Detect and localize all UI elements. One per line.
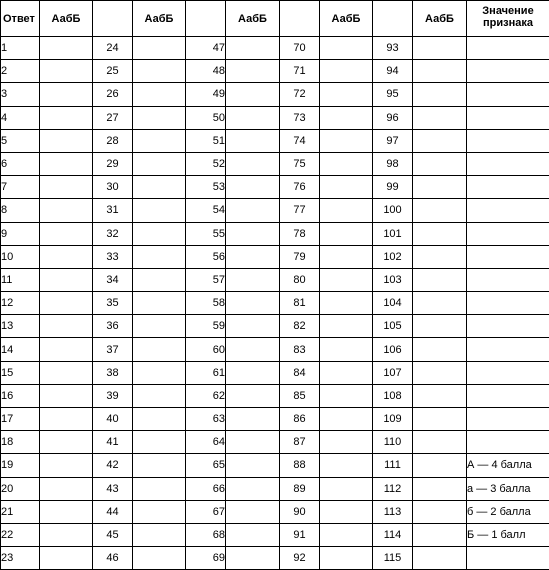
answer-input-cell[interactable] xyxy=(413,176,467,199)
answer-input-cell[interactable] xyxy=(40,292,93,315)
sign-value-cell xyxy=(467,176,549,199)
question-number-cell: 104 xyxy=(373,292,413,315)
aabb-column-header: АабБ xyxy=(413,1,467,37)
answer-input-cell[interactable] xyxy=(320,245,373,268)
answer-input-cell[interactable] xyxy=(133,338,186,361)
question-number-cell: 14 xyxy=(1,338,40,361)
answer-input-cell[interactable] xyxy=(133,106,186,129)
table-row xyxy=(1,222,549,245)
answer-input-cell[interactable] xyxy=(320,176,373,199)
answer-input-cell[interactable] xyxy=(133,315,186,338)
question-number-cell: 15 xyxy=(1,361,40,384)
answer-input-cell[interactable] xyxy=(226,361,280,384)
answer-input-cell[interactable] xyxy=(413,500,467,523)
answer-input-cell[interactable] xyxy=(226,176,280,199)
answer-input-cell[interactable] xyxy=(133,431,186,454)
sign-value-cell xyxy=(467,361,549,384)
question-number-cell: 100 xyxy=(373,199,413,222)
table-row xyxy=(1,245,549,268)
answer-input-cell[interactable] xyxy=(413,222,467,245)
number-column-header xyxy=(280,1,320,37)
table-row xyxy=(1,129,549,152)
question-number-cell: 95 xyxy=(373,83,413,106)
answer-input-cell[interactable] xyxy=(226,384,280,407)
number-column-header xyxy=(186,1,226,37)
answer-input-cell[interactable] xyxy=(413,338,467,361)
answer-input-cell[interactable] xyxy=(133,454,186,477)
answer-input-cell[interactable] xyxy=(320,361,373,384)
sign-value-cell: Б — 1 балл xyxy=(467,523,549,546)
question-number-cell: 57 xyxy=(186,268,226,291)
answer-input-cell[interactable] xyxy=(413,523,467,546)
sign-value-cell xyxy=(467,37,549,60)
question-number-cell: 107 xyxy=(373,361,413,384)
table-row xyxy=(1,547,549,570)
answer-input-cell[interactable] xyxy=(40,315,93,338)
question-number-cell: 61 xyxy=(186,361,226,384)
question-number-cell: 28 xyxy=(93,129,133,152)
answer-input-cell[interactable] xyxy=(413,361,467,384)
sign-value-cell xyxy=(467,384,549,407)
answer-input-cell[interactable] xyxy=(133,408,186,431)
question-number-cell: 103 xyxy=(373,268,413,291)
answer-input-cell[interactable] xyxy=(320,315,373,338)
answer-input-cell[interactable] xyxy=(226,408,280,431)
answer-input-cell[interactable] xyxy=(40,83,93,106)
answer-input-cell[interactable] xyxy=(320,431,373,454)
sign-value-cell xyxy=(467,245,549,268)
sign-value-cell xyxy=(467,199,549,222)
table-row xyxy=(1,408,549,431)
question-number-cell: 24 xyxy=(93,37,133,60)
table-row xyxy=(1,60,549,83)
question-number-cell: 89 xyxy=(280,477,320,500)
question-number-cell: 22 xyxy=(1,523,40,546)
question-number-cell: 58 xyxy=(186,292,226,315)
answer-input-cell[interactable] xyxy=(40,338,93,361)
question-number-cell: 108 xyxy=(373,384,413,407)
question-number-cell: 101 xyxy=(373,222,413,245)
question-number-cell: 18 xyxy=(1,431,40,454)
answer-input-cell[interactable] xyxy=(320,222,373,245)
answer-input-cell[interactable] xyxy=(133,523,186,546)
question-number-cell: 81 xyxy=(280,292,320,315)
table-row xyxy=(1,315,549,338)
question-number-cell: 33 xyxy=(93,245,133,268)
answer-input-cell[interactable] xyxy=(413,245,467,268)
question-number-cell: 83 xyxy=(280,338,320,361)
sign-value-header-line2: признака xyxy=(483,17,533,29)
sign-value-cell xyxy=(467,268,549,291)
question-number-cell: 79 xyxy=(280,245,320,268)
question-number-cell: 5 xyxy=(1,129,40,152)
question-number-cell: 98 xyxy=(373,152,413,175)
answer-input-cell[interactable] xyxy=(40,176,93,199)
number-column-header xyxy=(93,1,133,37)
question-number-cell: 96 xyxy=(373,106,413,129)
question-number-cell: 13 xyxy=(1,315,40,338)
question-number-cell: 72 xyxy=(280,83,320,106)
answer-input-cell[interactable] xyxy=(413,199,467,222)
answer-input-cell[interactable] xyxy=(320,292,373,315)
sign-value-cell xyxy=(467,83,549,106)
sign-value-cell xyxy=(467,292,549,315)
answer-input-cell[interactable] xyxy=(226,338,280,361)
answer-input-cell[interactable] xyxy=(133,268,186,291)
answer-input-cell[interactable] xyxy=(413,315,467,338)
question-number-cell: 47 xyxy=(186,37,226,60)
answer-input-cell[interactable] xyxy=(226,199,280,222)
question-number-cell: 78 xyxy=(280,222,320,245)
question-number-cell: 45 xyxy=(93,523,133,546)
answer-input-cell[interactable] xyxy=(413,106,467,129)
answer-input-cell[interactable] xyxy=(226,268,280,291)
answer-input-cell[interactable] xyxy=(226,500,280,523)
question-number-cell: 85 xyxy=(280,384,320,407)
answer-input-cell[interactable] xyxy=(40,408,93,431)
answer-input-cell[interactable] xyxy=(226,37,280,60)
sign-value-cell xyxy=(467,408,549,431)
question-number-cell: 41 xyxy=(93,431,133,454)
question-number-cell: 70 xyxy=(280,37,320,60)
question-number-cell: 19 xyxy=(1,454,40,477)
answer-input-cell[interactable] xyxy=(133,83,186,106)
question-number-cell: 42 xyxy=(93,454,133,477)
question-number-cell: 87 xyxy=(280,431,320,454)
table-row xyxy=(1,523,549,546)
answer-input-cell[interactable] xyxy=(413,292,467,315)
sign-value-cell: б — 2 балла xyxy=(467,500,549,523)
answer-input-cell[interactable] xyxy=(320,106,373,129)
answer-input-cell[interactable] xyxy=(320,338,373,361)
question-number-cell: 51 xyxy=(186,129,226,152)
answer-input-cell[interactable] xyxy=(413,454,467,477)
answer-input-cell[interactable] xyxy=(320,454,373,477)
question-number-cell: 114 xyxy=(373,523,413,546)
question-number-cell: 43 xyxy=(93,477,133,500)
question-number-cell: 46 xyxy=(93,547,133,570)
question-number-cell: 90 xyxy=(280,500,320,523)
answer-input-cell[interactable] xyxy=(226,477,280,500)
aabb-column-header: АабБ xyxy=(40,1,93,37)
table-row xyxy=(1,477,549,500)
answer-input-cell[interactable] xyxy=(133,199,186,222)
question-number-cell: 68 xyxy=(186,523,226,546)
sign-value-cell xyxy=(467,60,549,83)
table-row xyxy=(1,384,549,407)
answer-input-cell[interactable] xyxy=(40,199,93,222)
question-number-cell: 16 xyxy=(1,384,40,407)
answer-input-cell[interactable] xyxy=(133,176,186,199)
answer-input-cell[interactable] xyxy=(320,547,373,570)
answer-input-cell[interactable] xyxy=(320,83,373,106)
aabb-column-header: АабБ xyxy=(320,1,373,37)
answer-input-cell[interactable] xyxy=(40,152,93,175)
answer-input-cell[interactable] xyxy=(226,454,280,477)
answer-input-cell[interactable] xyxy=(226,152,280,175)
aabb-column-header: АабБ xyxy=(226,1,280,37)
answer-input-cell[interactable] xyxy=(226,245,280,268)
question-number-cell: 23 xyxy=(1,547,40,570)
answer-input-cell[interactable] xyxy=(40,454,93,477)
answer-input-cell[interactable] xyxy=(40,222,93,245)
question-number-cell: 27 xyxy=(93,106,133,129)
question-number-cell: 73 xyxy=(280,106,320,129)
table-row xyxy=(1,431,549,454)
answer-input-cell[interactable] xyxy=(226,60,280,83)
question-number-cell: 8 xyxy=(1,199,40,222)
sign-value-cell xyxy=(467,222,549,245)
question-number-cell: 39 xyxy=(93,384,133,407)
answer-input-cell[interactable] xyxy=(320,408,373,431)
question-number-cell: 31 xyxy=(93,199,133,222)
question-number-cell: 50 xyxy=(186,106,226,129)
answer-input-cell[interactable] xyxy=(133,245,186,268)
answer-column-header: Ответ xyxy=(1,1,40,37)
answer-input-cell[interactable] xyxy=(413,268,467,291)
answer-input-cell[interactable] xyxy=(133,129,186,152)
question-number-cell: 105 xyxy=(373,315,413,338)
answer-input-cell[interactable] xyxy=(226,523,280,546)
answer-input-cell[interactable] xyxy=(413,547,467,570)
answer-input-cell[interactable] xyxy=(40,106,93,129)
number-column-header xyxy=(373,1,413,37)
answer-input-cell[interactable] xyxy=(133,37,186,60)
question-number-cell: 30 xyxy=(93,176,133,199)
answer-input-cell[interactable] xyxy=(40,361,93,384)
answer-input-cell[interactable] xyxy=(133,292,186,315)
question-number-cell: 74 xyxy=(280,129,320,152)
question-number-cell: 17 xyxy=(1,408,40,431)
question-number-cell: 20 xyxy=(1,477,40,500)
question-number-cell: 9 xyxy=(1,222,40,245)
sign-value-cell: а — 3 балла xyxy=(467,477,549,500)
answer-input-cell[interactable] xyxy=(133,361,186,384)
question-number-cell: 66 xyxy=(186,477,226,500)
question-number-cell: 52 xyxy=(186,152,226,175)
sign-value-cell xyxy=(467,315,549,338)
question-number-cell: 75 xyxy=(280,152,320,175)
sign-value-column-header xyxy=(467,1,549,37)
answer-input-cell[interactable] xyxy=(413,384,467,407)
answer-input-cell[interactable] xyxy=(320,500,373,523)
answer-input-cell[interactable] xyxy=(133,500,186,523)
question-number-cell: 88 xyxy=(280,454,320,477)
question-number-cell: 37 xyxy=(93,338,133,361)
answer-input-cell[interactable] xyxy=(320,384,373,407)
table-row xyxy=(1,106,549,129)
sign-value-cell xyxy=(467,129,549,152)
answer-input-cell[interactable] xyxy=(413,129,467,152)
question-number-cell: 112 xyxy=(373,477,413,500)
table-row xyxy=(1,199,549,222)
question-number-cell: 62 xyxy=(186,384,226,407)
question-number-cell: 49 xyxy=(186,83,226,106)
answer-input-cell[interactable] xyxy=(40,245,93,268)
aabb-column-header: АабБ xyxy=(133,1,186,37)
question-number-cell: 44 xyxy=(93,500,133,523)
question-number-cell: 84 xyxy=(280,361,320,384)
answer-input-cell[interactable] xyxy=(320,152,373,175)
question-number-cell: 55 xyxy=(186,222,226,245)
question-number-cell: 34 xyxy=(93,268,133,291)
table-row xyxy=(1,500,549,523)
question-number-cell: 11 xyxy=(1,268,40,291)
question-number-cell: 82 xyxy=(280,315,320,338)
answer-input-cell[interactable] xyxy=(40,523,93,546)
answer-input-cell[interactable] xyxy=(226,106,280,129)
answer-input-cell[interactable] xyxy=(413,152,467,175)
answer-input-cell[interactable] xyxy=(40,60,93,83)
answer-input-cell[interactable] xyxy=(413,60,467,83)
question-number-cell: 102 xyxy=(373,245,413,268)
sign-value-header-line1: Значение xyxy=(482,5,533,17)
question-number-cell: 94 xyxy=(373,60,413,83)
sign-value-cell xyxy=(467,152,549,175)
question-number-cell: 21 xyxy=(1,500,40,523)
question-number-cell: 92 xyxy=(280,547,320,570)
answer-input-cell[interactable] xyxy=(320,37,373,60)
answer-input-cell[interactable] xyxy=(133,222,186,245)
question-number-cell: 111 xyxy=(373,454,413,477)
answer-input-cell[interactable] xyxy=(40,500,93,523)
answer-input-cell[interactable] xyxy=(40,477,93,500)
answer-input-cell[interactable] xyxy=(133,384,186,407)
answer-input-cell[interactable] xyxy=(226,83,280,106)
answer-input-cell[interactable] xyxy=(320,268,373,291)
question-number-cell: 69 xyxy=(186,547,226,570)
question-number-cell: 10 xyxy=(1,245,40,268)
question-number-cell: 56 xyxy=(186,245,226,268)
table-row xyxy=(1,292,549,315)
answer-input-cell[interactable] xyxy=(226,292,280,315)
question-number-cell: 97 xyxy=(373,129,413,152)
question-number-cell: 109 xyxy=(373,408,413,431)
answer-input-cell[interactable] xyxy=(226,129,280,152)
question-number-cell: 2 xyxy=(1,60,40,83)
question-number-cell: 36 xyxy=(93,315,133,338)
question-number-cell: 1 xyxy=(1,37,40,60)
answer-input-cell[interactable] xyxy=(40,129,93,152)
question-number-cell: 40 xyxy=(93,408,133,431)
sign-value-cell: А — 4 балла xyxy=(467,454,549,477)
answer-input-cell[interactable] xyxy=(320,477,373,500)
answer-input-cell[interactable] xyxy=(413,83,467,106)
question-number-cell: 38 xyxy=(93,361,133,384)
question-number-cell: 48 xyxy=(186,60,226,83)
question-number-cell: 59 xyxy=(186,315,226,338)
question-number-cell: 80 xyxy=(280,268,320,291)
question-number-cell: 29 xyxy=(93,152,133,175)
sign-value-cell xyxy=(467,431,549,454)
answer-input-cell[interactable] xyxy=(133,152,186,175)
table-row xyxy=(1,268,549,291)
answer-input-cell[interactable] xyxy=(413,37,467,60)
question-number-cell: 35 xyxy=(93,292,133,315)
question-number-cell: 64 xyxy=(186,431,226,454)
answer-input-cell[interactable] xyxy=(226,222,280,245)
question-number-cell: 4 xyxy=(1,106,40,129)
question-number-cell: 67 xyxy=(186,500,226,523)
question-number-cell: 76 xyxy=(280,176,320,199)
question-number-cell: 106 xyxy=(373,338,413,361)
answer-input-cell[interactable] xyxy=(133,60,186,83)
answer-input-cell[interactable] xyxy=(226,431,280,454)
question-number-cell: 6 xyxy=(1,152,40,175)
answer-input-cell[interactable] xyxy=(40,384,93,407)
sign-value-cell xyxy=(467,547,549,570)
sign-value-cell xyxy=(467,106,549,129)
question-number-cell: 53 xyxy=(186,176,226,199)
answer-input-cell[interactable] xyxy=(320,199,373,222)
table-row xyxy=(1,454,549,477)
table-row xyxy=(1,37,549,60)
answer-input-cell[interactable] xyxy=(413,431,467,454)
question-number-cell: 110 xyxy=(373,431,413,454)
question-number-cell: 99 xyxy=(373,176,413,199)
question-number-cell: 63 xyxy=(186,408,226,431)
answer-input-cell[interactable] xyxy=(320,523,373,546)
question-number-cell: 3 xyxy=(1,83,40,106)
answer-input-cell[interactable] xyxy=(226,547,280,570)
question-number-cell: 93 xyxy=(373,37,413,60)
table-row xyxy=(1,83,549,106)
answer-input-cell[interactable] xyxy=(413,408,467,431)
answer-input-cell[interactable] xyxy=(133,477,186,500)
question-number-cell: 54 xyxy=(186,199,226,222)
table-row xyxy=(1,176,549,199)
sign-value-cell xyxy=(467,338,549,361)
question-number-cell: 25 xyxy=(93,60,133,83)
answer-input-cell[interactable] xyxy=(413,477,467,500)
answer-input-cell[interactable] xyxy=(40,37,93,60)
question-number-cell: 115 xyxy=(373,547,413,570)
question-number-cell: 60 xyxy=(186,338,226,361)
question-number-cell: 86 xyxy=(280,408,320,431)
answer-input-cell[interactable] xyxy=(320,129,373,152)
header-row xyxy=(1,1,549,37)
table-row xyxy=(1,152,549,175)
question-number-cell: 12 xyxy=(1,292,40,315)
answer-input-cell[interactable] xyxy=(226,315,280,338)
question-number-cell: 7 xyxy=(1,176,40,199)
question-number-cell: 32 xyxy=(93,222,133,245)
answer-input-cell[interactable] xyxy=(40,547,93,570)
table-row xyxy=(1,338,549,361)
question-number-cell: 91 xyxy=(280,523,320,546)
question-number-cell: 77 xyxy=(280,199,320,222)
question-number-cell: 113 xyxy=(373,500,413,523)
question-number-cell: 26 xyxy=(93,83,133,106)
answer-input-cell[interactable] xyxy=(40,268,93,291)
question-number-cell: 71 xyxy=(280,60,320,83)
answer-input-cell[interactable] xyxy=(40,431,93,454)
answer-input-cell[interactable] xyxy=(133,547,186,570)
table-row xyxy=(1,361,549,384)
answer-input-cell[interactable] xyxy=(320,60,373,83)
question-number-cell: 65 xyxy=(186,454,226,477)
